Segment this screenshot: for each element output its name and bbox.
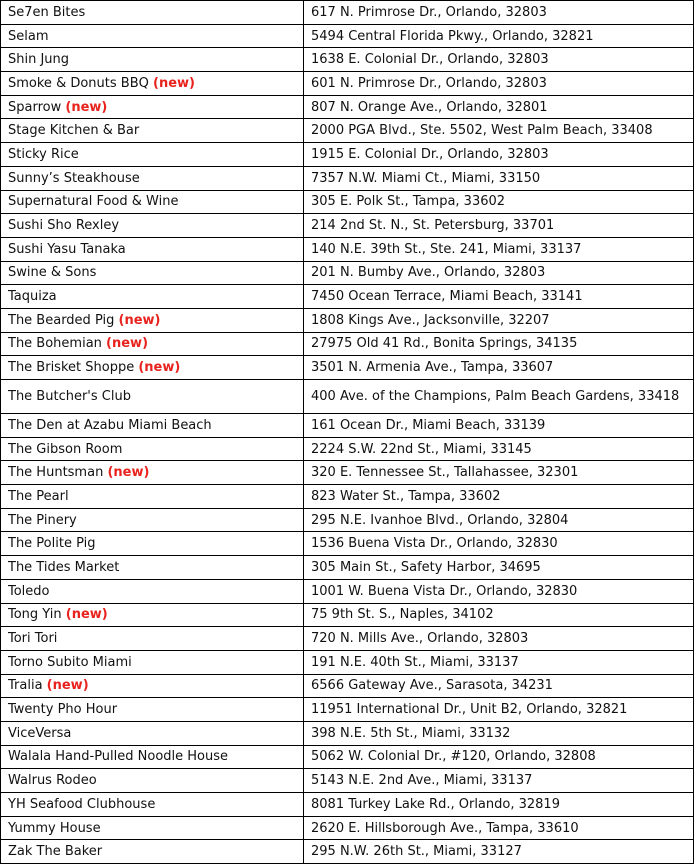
new-badge: (new) (46, 678, 89, 694)
table-row (1, 721, 694, 745)
table-row (1, 532, 694, 556)
restaurant-name: The Pearl (8, 488, 69, 504)
restaurant-address-cell (304, 414, 694, 438)
table-row (1, 190, 694, 214)
restaurant-address-cell (304, 793, 694, 817)
restaurant-name-cell (1, 237, 304, 261)
restaurant-address-cell (304, 190, 694, 214)
restaurant-address: 7357 N.W. Miami Ct., Miami, 33150 (311, 170, 541, 186)
restaurant-address-cell (304, 745, 694, 769)
restaurant-name: The Den at Azabu Miami Beach (8, 417, 212, 433)
restaurant-name: The Tides Market (8, 559, 120, 575)
restaurant-name-cell (1, 485, 304, 509)
table-row (1, 769, 694, 793)
restaurant-name: Se7en Bites (8, 4, 86, 20)
table-row (1, 674, 694, 698)
table-row (1, 556, 694, 580)
restaurant-address: 2620 E. Hillsborough Ave., Tampa, 33610 (311, 820, 579, 836)
table-row (1, 332, 694, 356)
restaurant-name-cell (1, 95, 304, 119)
restaurant-address: 75 9th St. S., Naples, 34102 (311, 607, 494, 623)
restaurant-name: The Brisket Shoppe (8, 360, 135, 376)
restaurant-name: Zak The Baker (8, 844, 103, 860)
restaurant-name: The Huntsman (8, 465, 104, 481)
restaurant-name-cell (1, 261, 304, 285)
restaurant-address-cell (304, 48, 694, 72)
restaurant-name-cell (1, 745, 304, 769)
restaurant-name: Selam (8, 28, 49, 44)
restaurant-name: Torno Subito Miami (8, 654, 132, 670)
restaurant-name-cell (1, 24, 304, 48)
restaurant-name: The Bearded Pig (8, 312, 115, 328)
restaurant-address: 295 N.W. 26th St., Miami, 33127 (311, 844, 522, 860)
restaurant-name: Smoke & Donuts BBQ (8, 75, 149, 91)
restaurant-name-cell (1, 627, 304, 651)
restaurant-name-cell (1, 461, 304, 485)
restaurant-address: 398 N.E. 5th St., Miami, 33132 (311, 725, 511, 741)
restaurant-address: 8081 Turkey Lake Rd., Orlando, 32819 (311, 796, 560, 812)
new-badge: (new) (65, 99, 108, 115)
restaurant-address-cell (304, 461, 694, 485)
restaurant-address: 3501 N. Armenia Ave., Tampa, 33607 (311, 360, 554, 376)
restaurant-name-cell (1, 332, 304, 356)
restaurant-name: Twenty Pho Hour (8, 702, 118, 718)
restaurant-name: Taquiza (8, 289, 57, 305)
restaurant-address: 214 2nd St. N., St. Petersburg, 33701 (311, 218, 555, 234)
table-row (1, 627, 694, 651)
restaurant-name-cell (1, 816, 304, 840)
new-badge: (new) (118, 312, 161, 328)
restaurant-address: 823 Water St., Tampa, 33602 (311, 488, 501, 504)
table-row (1, 237, 694, 261)
restaurant-name-cell (1, 769, 304, 793)
restaurant-address-cell (304, 380, 694, 414)
restaurant-name: Sushi Sho Rexley (8, 218, 120, 234)
restaurant-address: 720 N. Mills Ave., Orlando, 32803 (311, 631, 529, 647)
restaurant-address-cell (304, 769, 694, 793)
restaurant-address-cell (304, 556, 694, 580)
restaurant-name-cell (1, 579, 304, 603)
restaurant-address: 2000 PGA Blvd., Ste. 5502, West Palm Beach, 33408 (311, 123, 653, 139)
restaurant-name-cell (1, 437, 304, 461)
table-row (1, 414, 694, 438)
restaurant-name-cell (1, 119, 304, 143)
restaurant-address: 2224 S.W. 22nd St., Miami, 33145 (311, 441, 532, 457)
restaurant-name: The Butcher's Club (8, 389, 131, 404)
restaurant-name-cell (1, 143, 304, 167)
restaurant-name-cell (1, 166, 304, 190)
table-row (1, 214, 694, 238)
restaurant-address-cell (304, 285, 694, 309)
restaurant-address-cell (304, 119, 694, 143)
restaurant-address: 5143 N.E. 2nd Ave., Miami, 33137 (311, 773, 533, 789)
table-row (1, 698, 694, 722)
restaurant-name-cell (1, 508, 304, 532)
restaurant-name: Swine & Sons (8, 265, 97, 281)
restaurant-address: 6566 Gateway Ave., Sarasota, 34231 (311, 678, 553, 694)
restaurant-address: 320 E. Tennessee St., Tallahassee, 32301 (311, 465, 579, 481)
restaurant-address-cell (304, 816, 694, 840)
table-row (1, 485, 694, 509)
table-row (1, 308, 694, 332)
restaurant-name: The Polite Pig (8, 536, 96, 552)
restaurant-name-cell (1, 72, 304, 96)
restaurant-name-cell (1, 698, 304, 722)
restaurant-name: YH Seafood Clubhouse (8, 796, 156, 812)
restaurant-address: 1001 W. Buena Vista Dr., Orlando, 32830 (311, 583, 578, 599)
restaurant-name-cell (1, 380, 304, 414)
restaurant-name: The Bohemian (8, 336, 102, 352)
restaurant-address: 1638 E. Colonial Dr., Orlando, 32803 (311, 52, 549, 68)
restaurant-address-cell (304, 698, 694, 722)
table-row (1, 461, 694, 485)
restaurant-name: Sticky Rice (8, 146, 79, 162)
restaurant-address: 617 N. Primrose Dr., Orlando, 32803 (311, 4, 547, 20)
restaurant-address-cell (304, 603, 694, 627)
restaurant-address-cell (304, 308, 694, 332)
restaurant-address: 11951 International Dr., Unit B2, Orlando, 32821 (311, 702, 628, 718)
table-row (1, 48, 694, 72)
restaurant-address-cell (304, 166, 694, 190)
restaurant-address-cell (304, 650, 694, 674)
restaurant-name-cell (1, 674, 304, 698)
table-row (1, 650, 694, 674)
restaurant-address: 7450 Ocean Terrace, Miami Beach, 33141 (311, 289, 583, 305)
restaurant-name: Walala Hand-Pulled Noodle House (8, 749, 229, 765)
restaurant-address-cell (304, 261, 694, 285)
restaurant-name: Supernatural Food & Wine (8, 194, 179, 210)
restaurant-name: The Pinery (8, 512, 77, 528)
restaurant-address-cell (304, 674, 694, 698)
restaurant-address-cell (304, 1, 694, 25)
table-row (1, 72, 694, 96)
restaurant-name-cell (1, 603, 304, 627)
restaurant-address-cell (304, 579, 694, 603)
new-badge: (new) (106, 336, 149, 352)
table-row (1, 166, 694, 190)
restaurant-address: 161 Ocean Dr., Miami Beach, 33139 (311, 417, 546, 433)
table-row (1, 793, 694, 817)
table-row (1, 745, 694, 769)
restaurant-name-cell (1, 308, 304, 332)
restaurant-name-cell (1, 840, 304, 864)
restaurant-address: 305 Main St., Safety Harbor, 34695 (311, 559, 541, 575)
restaurant-name: The Gibson Room (8, 441, 123, 457)
restaurant-address-cell (304, 356, 694, 380)
new-badge: (new) (153, 75, 195, 91)
restaurant-address-cell (304, 72, 694, 96)
restaurant-address-cell (304, 24, 694, 48)
restaurant-address-cell (304, 627, 694, 651)
restaurant-address: 1536 Buena Vista Dr., Orlando, 32830 (311, 536, 558, 552)
restaurant-name: Tralia (8, 678, 43, 694)
table-row (1, 24, 694, 48)
restaurant-address: 295 N.E. Ivanhoe Blvd., Orlando, 32804 (311, 512, 569, 528)
restaurant-address: 5062 W. Colonial Dr., #120, Orlando, 32808 (311, 749, 596, 765)
table-row (1, 840, 694, 864)
table-row (1, 285, 694, 309)
restaurant-address: 27975 Old 41 Rd., Bonita Springs, 34135 (311, 336, 578, 352)
restaurant-name-cell (1, 214, 304, 238)
restaurant-address-cell (304, 95, 694, 119)
new-badge: (new) (107, 465, 150, 481)
new-badge: (new) (138, 360, 181, 376)
table-row (1, 356, 694, 380)
restaurant-name: ViceVersa (8, 725, 72, 741)
restaurant-name-cell (1, 356, 304, 380)
restaurant-address-cell (304, 840, 694, 864)
restaurant-address-cell (304, 143, 694, 167)
table-row (1, 119, 694, 143)
restaurant-address: 601 N. Primrose Dr., Orlando, 32803 (311, 75, 547, 91)
table-row (1, 95, 694, 119)
table-row (1, 579, 694, 603)
restaurant-name: Toledo (8, 583, 50, 599)
table-row (1, 143, 694, 167)
restaurant-name: Tong Yin (8, 607, 62, 623)
restaurant-name-cell (1, 414, 304, 438)
restaurant-address: 1808 Kings Ave., Jacksonville, 32207 (311, 312, 550, 328)
restaurant-address: 1915 E. Colonial Dr., Orlando, 32803 (311, 146, 549, 162)
table-row (1, 437, 694, 461)
restaurant-name-cell (1, 190, 304, 214)
restaurant-address-cell (304, 437, 694, 461)
restaurant-name-cell (1, 793, 304, 817)
restaurant-name-cell (1, 285, 304, 309)
restaurant-address: 191 N.E. 40th St., Miami, 33137 (311, 654, 519, 670)
table-row (1, 380, 694, 414)
restaurant-name: Tori Tori (8, 631, 58, 647)
restaurant-address-cell (304, 332, 694, 356)
restaurant-address: 807 N. Orange Ave., Orlando, 32801 (311, 99, 548, 115)
restaurant-name: Shin Jung (8, 52, 70, 68)
table-row (1, 816, 694, 840)
restaurant-address-cell (304, 532, 694, 556)
restaurant-name-cell (1, 1, 304, 25)
restaurant-rows (1, 1, 694, 864)
restaurant-name: Sushi Yasu Tanaka (8, 241, 126, 257)
restaurant-name: Walrus Rodeo (8, 773, 97, 789)
restaurant-address: 201 N. Bumby Ave., Orlando, 32803 (311, 265, 546, 281)
restaurant-name: Yummy House (8, 820, 101, 836)
table-row (1, 261, 694, 285)
restaurant-address: 140 N.E. 39th St., Ste. 241, Miami, 33137 (311, 241, 582, 257)
table-row (1, 1, 694, 25)
restaurant-address: 400 Ave. of the Champions, Palm Beach Gardens, 33418 (311, 389, 680, 404)
restaurant-name: Sparrow (8, 99, 62, 115)
restaurant-address-cell (304, 721, 694, 745)
restaurant-address-cell (304, 485, 694, 509)
restaurant-address: 305 E. Polk St., Tampa, 33602 (311, 194, 506, 210)
table-row (1, 508, 694, 532)
new-badge: (new) (65, 607, 108, 623)
restaurant-address-cell (304, 214, 694, 238)
restaurant-name-cell (1, 650, 304, 674)
restaurant-name-cell (1, 721, 304, 745)
restaurant-address-cell (304, 508, 694, 532)
restaurant-address: 5494 Central Florida Pkwy., Orlando, 32821 (311, 28, 594, 44)
table-row (1, 603, 694, 627)
restaurant-address-cell (304, 237, 694, 261)
restaurant-name: Stage Kitchen & Bar (8, 123, 140, 139)
restaurant-name-cell (1, 48, 304, 72)
restaurant-name: Sunny’s Steakhouse (8, 170, 140, 186)
restaurant-name-cell (1, 556, 304, 580)
restaurant-name-cell (1, 532, 304, 556)
